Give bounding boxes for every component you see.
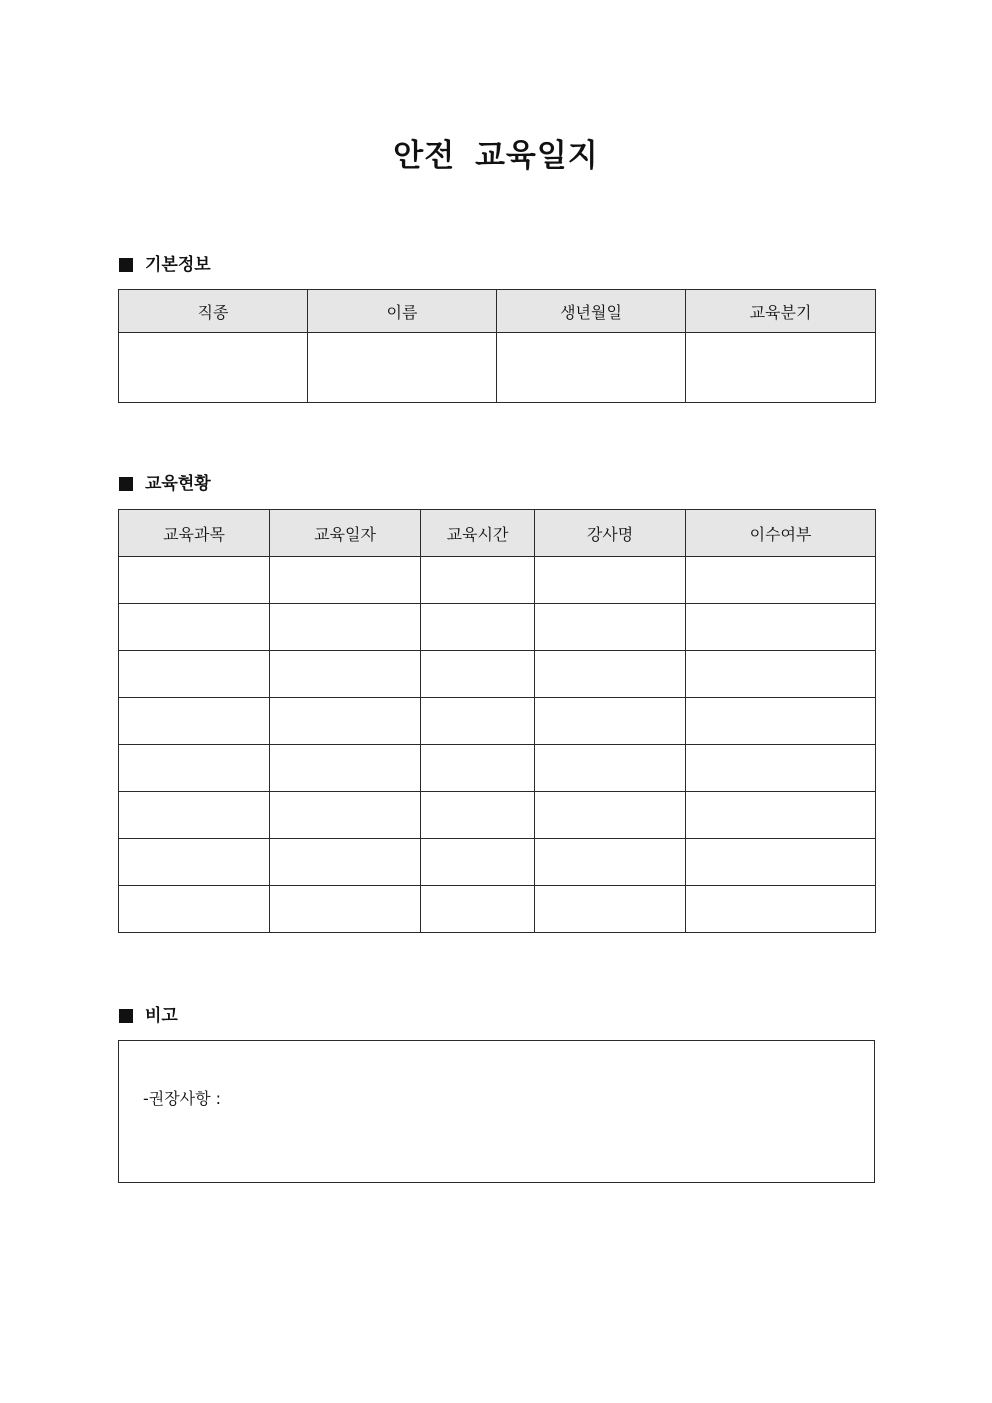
- instructor-cell[interactable]: [535, 745, 686, 792]
- column-header-completion: 이수여부: [686, 510, 876, 557]
- subject-cell[interactable]: [119, 839, 270, 886]
- table-row: [119, 557, 876, 604]
- date-cell[interactable]: [270, 745, 421, 792]
- hours-cell[interactable]: [421, 745, 535, 792]
- instructor-cell[interactable]: [535, 792, 686, 839]
- date-cell[interactable]: [270, 698, 421, 745]
- hours-cell[interactable]: [421, 886, 535, 933]
- date-cell[interactable]: [270, 557, 421, 604]
- date-cell[interactable]: [270, 792, 421, 839]
- column-header-birth-date: 생년월일: [497, 290, 686, 333]
- hours-cell[interactable]: [421, 604, 535, 651]
- section-heading-remarks: [119, 1003, 178, 1029]
- instructor-cell[interactable]: [535, 557, 686, 604]
- column-header-education-quarter: 교육분기: [686, 290, 876, 333]
- hours-cell[interactable]: [421, 698, 535, 745]
- job-type-cell[interactable]: [119, 333, 308, 403]
- completion-cell[interactable]: [686, 604, 876, 651]
- column-header-instructor: 강사명: [535, 510, 686, 557]
- subject-cell[interactable]: [119, 745, 270, 792]
- birth-date-cell[interactable]: [497, 333, 686, 403]
- hours-cell[interactable]: [421, 557, 535, 604]
- section-heading-education-status: [119, 471, 211, 497]
- date-cell[interactable]: [270, 839, 421, 886]
- hours-cell[interactable]: [421, 792, 535, 839]
- date-cell[interactable]: [270, 651, 421, 698]
- completion-cell[interactable]: [686, 792, 876, 839]
- table-row: [119, 698, 876, 745]
- table-row: [119, 745, 876, 792]
- table-row: [119, 792, 876, 839]
- section-heading-basic-info: [119, 252, 211, 278]
- section-heading-label: 교육현황: [145, 474, 211, 494]
- subject-cell[interactable]: [119, 886, 270, 933]
- table-row: [119, 839, 876, 886]
- subject-cell[interactable]: [119, 604, 270, 651]
- basic-info-table: [118, 289, 876, 403]
- column-header-job-type: 직종: [119, 290, 308, 333]
- section-heading-label: 기본정보: [145, 255, 211, 275]
- instructor-cell[interactable]: [535, 698, 686, 745]
- table-header-row: [119, 510, 876, 557]
- date-cell[interactable]: [270, 604, 421, 651]
- education-quarter-cell[interactable]: [686, 333, 876, 403]
- column-header-hours: 교육시간: [421, 510, 535, 557]
- date-cell[interactable]: [270, 886, 421, 933]
- instructor-cell[interactable]: [535, 604, 686, 651]
- education-status-table: [118, 509, 876, 933]
- column-header-subject: 교육과목: [119, 510, 270, 557]
- section-heading-label: 비고: [145, 1006, 178, 1026]
- square-bullet-icon: [119, 477, 133, 491]
- table-row: [119, 333, 876, 403]
- completion-cell[interactable]: [686, 745, 876, 792]
- instructor-cell[interactable]: [535, 839, 686, 886]
- table-header-row: [119, 290, 876, 333]
- instructor-cell[interactable]: [535, 886, 686, 933]
- remarks-recommendation-text: -권장사항 :: [143, 1089, 222, 1108]
- column-header-date: 교육일자: [270, 510, 421, 557]
- completion-cell[interactable]: [686, 698, 876, 745]
- remarks-box[interactable]: [118, 1040, 875, 1183]
- completion-cell[interactable]: [686, 886, 876, 933]
- completion-cell[interactable]: [686, 557, 876, 604]
- subject-cell[interactable]: [119, 792, 270, 839]
- hours-cell[interactable]: [421, 839, 535, 886]
- document-title: 안전 교육일지: [393, 138, 599, 174]
- square-bullet-icon: [119, 258, 133, 272]
- completion-cell[interactable]: [686, 839, 876, 886]
- subject-cell[interactable]: [119, 651, 270, 698]
- table-row: [119, 651, 876, 698]
- subject-cell[interactable]: [119, 698, 270, 745]
- column-header-name: 이름: [308, 290, 497, 333]
- table-row: [119, 604, 876, 651]
- hours-cell[interactable]: [421, 651, 535, 698]
- square-bullet-icon: [119, 1009, 133, 1023]
- instructor-cell[interactable]: [535, 651, 686, 698]
- table-row: [119, 886, 876, 933]
- completion-cell[interactable]: [686, 651, 876, 698]
- subject-cell[interactable]: [119, 557, 270, 604]
- name-cell[interactable]: [308, 333, 497, 403]
